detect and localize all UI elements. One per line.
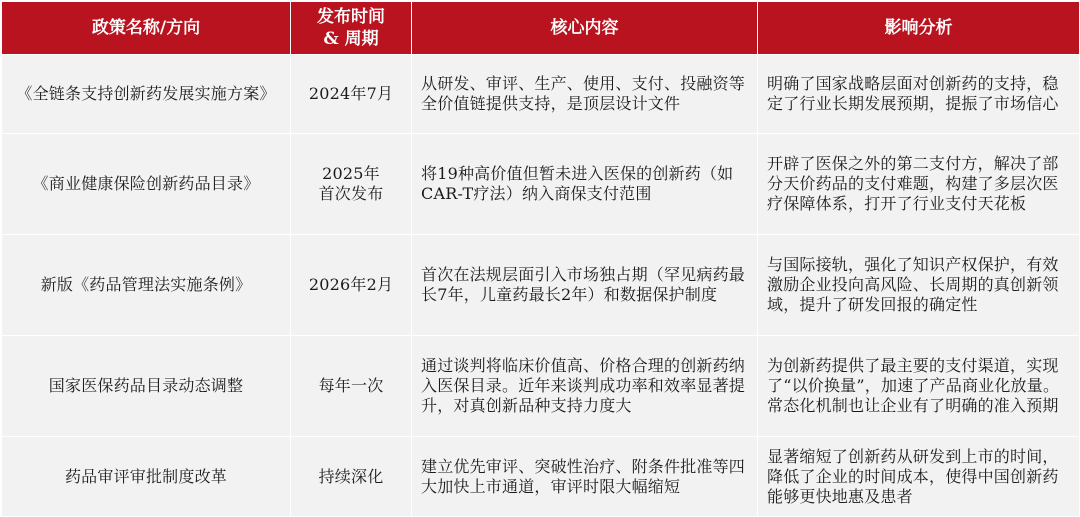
header-policy-name: 政策名称/方向 <box>2 2 291 55</box>
policy-name-cell: 新版《药品管理法实施条例》 <box>2 235 291 336</box>
core-content-cell: 建立优先审评、突破性治疗、附条件批准等四大加快上市通道，审评时限大幅缩短 <box>412 437 758 517</box>
release-time-cell <box>291 55 412 134</box>
header-release-time <box>291 2 412 55</box>
header-impact-analysis: 影响分析 <box>758 2 1080 55</box>
table-body <box>2 55 1080 517</box>
release-time-text: 2026年2月 <box>308 275 394 294</box>
impact-analysis-cell: 明确了国家战略层面对创新药的支持，稳定了行业长期发展预期，提振了市场信心 <box>758 55 1080 134</box>
core-content-cell: 通过谈判将临床价值高、价格合理的创新药纳入医保目录。近年来谈判成功率和效率显著提升，对真创新品种支持力度大 <box>412 336 758 437</box>
impact-analysis-cell: 开辟了医保之外的第二支付方，解决了部分天价药品的支付难题，构建了多层次医疗保障体系，打开了行业支付天花板 <box>758 134 1080 235</box>
impact-analysis-cell: 显著缩短了创新药从研发到上市的时间，降低了企业的时间成本，使得中国创新药能够更快地惠及患者 <box>758 437 1080 517</box>
policy-name-cell: 药品审评审批制度改革 <box>2 437 291 517</box>
table-row <box>2 55 1080 134</box>
release-time-text: 2024年7月 <box>308 84 394 103</box>
core-content-cell: 首次在法规层面引入市场独占期（罕见病药最长7年，儿童药最长2年）和数据保护制度 <box>412 235 758 336</box>
impact-analysis-cell: 为创新药提供了最主要的支付渠道，实现了“以价换量”，加速了产品商业化放量。常态化机制也让企业有了明确的准入预期 <box>758 336 1080 437</box>
release-time-cell <box>291 134 412 235</box>
header-core-content: 核心内容 <box>412 2 758 55</box>
release-time-text: 2025年 首次发布 <box>318 164 384 203</box>
release-time-text: 每年一次 <box>318 376 384 395</box>
policy-name-cell: 国家医保药品目录动态调整 <box>2 336 291 437</box>
release-time-cell <box>291 437 412 517</box>
policy-name-cell: 《全链条支持创新药发展实施方案》 <box>2 55 291 134</box>
table-header <box>2 2 1080 55</box>
table-row <box>2 235 1080 336</box>
core-content-cell: 将19种高价值但暂未进入医保的创新药（如CAR-T疗法）纳入商保支付范围 <box>412 134 758 235</box>
policy-name-cell: 《商业健康保险创新药品目录》 <box>2 134 291 235</box>
release-time-cell <box>291 336 412 437</box>
header-row <box>2 2 1080 55</box>
release-time-text: 持续深化 <box>318 466 384 486</box>
core-content-cell: 从研发、审评、生产、使用、支付、投融资等全价值链提供支持，是顶层设计文件 <box>412 55 758 134</box>
policy-table <box>1 1 1080 517</box>
table-row <box>2 437 1080 517</box>
impact-analysis-cell: 与国际接轨，强化了知识产权保护，有效激励企业投向高风险、长周期的真创新领域，提升了研发回报的确定性 <box>758 235 1080 336</box>
table-row <box>2 336 1080 437</box>
table-row <box>2 134 1080 235</box>
header-release-time-label: 发布时间 & 周期 <box>317 7 385 49</box>
release-time-cell <box>291 235 412 336</box>
